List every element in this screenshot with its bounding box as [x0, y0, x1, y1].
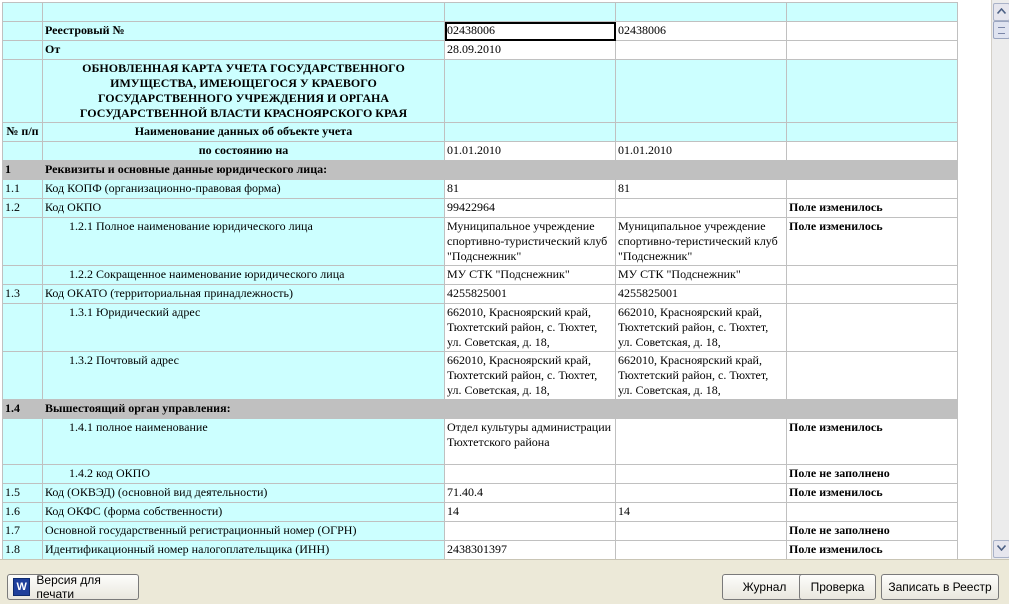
value-previous[interactable]: 662010, Красноярский край, Тюхтетский район, с. Тюхтет, ул. Советская, д. 18, [616, 304, 787, 352]
value-current[interactable]: 71.40.4 [445, 484, 616, 503]
value-previous[interactable]: 662010, Красноярский край, Тюхтетский район, с. Тюхтет, ул. Советская, д. 18, [616, 352, 787, 400]
cell[interactable] [787, 60, 958, 123]
cell[interactable] [445, 123, 616, 142]
cell[interactable] [616, 60, 787, 123]
cell[interactable] [616, 400, 787, 419]
row-label: Идентификационный номер налогоплательщика (ИНН) [43, 541, 445, 560]
word-icon: W [13, 578, 30, 596]
cell[interactable] [787, 142, 958, 161]
from-date-value[interactable]: 28.09.2010 [445, 41, 616, 60]
table-row [3, 465, 958, 484]
status-cell [787, 304, 958, 352]
table-row [3, 266, 958, 285]
row-number: 1.5 [3, 484, 43, 503]
status-cell: Поле изменилось [787, 419, 958, 465]
row-number [3, 465, 43, 484]
row-label: 1.3.1 Юридический адрес [43, 304, 445, 352]
record-card-table [2, 2, 958, 559]
journal-button[interactable] [722, 574, 807, 600]
section-label: Вышестоящий орган управления: [43, 400, 445, 419]
scroll-up-button[interactable] [993, 3, 1009, 21]
row-label: 1.4.2 код ОКПО [43, 465, 445, 484]
table-row [3, 22, 958, 41]
value-previous[interactable]: Муниципальное учреждение спортивно-теристический клуб "Подснежник" [616, 218, 787, 266]
value-previous[interactable]: МУ СТК "Подснежник" [616, 266, 787, 285]
title-row [3, 60, 958, 123]
bottom-toolbar [0, 559, 1009, 604]
vertical-scrollbar[interactable] [991, 0, 1009, 559]
print-version-button[interactable] [7, 574, 139, 600]
status-cell: Поле не заполнено [787, 465, 958, 484]
value-current[interactable] [445, 465, 616, 484]
row-number: 1.7 [3, 522, 43, 541]
cell[interactable] [43, 3, 445, 22]
cell[interactable] [445, 3, 616, 22]
table-row [3, 41, 958, 60]
registry-label: Реестровый № [43, 22, 445, 41]
value-current[interactable]: Муниципальное учреждение спортивно-туристический клуб "Подснежник" [445, 218, 616, 266]
row-label: 1.2.2 Сокращенное наименование юридического лица [43, 266, 445, 285]
as-of-label: по состоянию на [43, 142, 445, 161]
value-current[interactable]: 99422964 [445, 199, 616, 218]
value-current[interactable]: 14 [445, 503, 616, 522]
row-number: 1.2 [3, 199, 43, 218]
value-current[interactable]: МУ СТК "Подснежник" [445, 266, 616, 285]
row-label: 1.2.1 Полное наименование юридического лица [43, 218, 445, 266]
check-button[interactable] [799, 574, 876, 600]
cell[interactable] [787, 161, 958, 180]
header-row [3, 3, 958, 22]
row-label: 1.4.1 полное наименование [43, 419, 445, 465]
table-row [3, 352, 958, 400]
value-previous[interactable]: 81 [616, 180, 787, 199]
status-cell: Поле изменилось [787, 199, 958, 218]
table-row [3, 218, 958, 266]
value-previous[interactable] [616, 465, 787, 484]
cell[interactable] [787, 22, 958, 41]
cell[interactable] [3, 41, 43, 60]
row-number [3, 304, 43, 352]
col-num-header: № п/п [3, 123, 43, 142]
section-number: 1 [3, 161, 43, 180]
status-cell: Поле изменилось [787, 218, 958, 266]
col-name-header: Наименование данных об объекте учета [43, 123, 445, 142]
value-current[interactable] [445, 522, 616, 541]
row-label: Код ОКАТО (территориальная принадлежность) [43, 285, 445, 304]
row-number [3, 419, 43, 465]
status-cell [787, 180, 958, 199]
as-of-date-current[interactable]: 01.01.2010 [445, 142, 616, 161]
status-cell [787, 503, 958, 522]
value-current[interactable]: 662010, Красноярский край, Тюхтетский район, с. Тюхтет, ул. Советская, д. 18, [445, 304, 616, 352]
registry-value-current[interactable]: 02438006 [445, 22, 616, 41]
as-of-date-previous[interactable]: 01.01.2010 [616, 142, 787, 161]
chevron-down-icon [997, 545, 1006, 551]
cell[interactable] [787, 41, 958, 60]
table-row [3, 199, 958, 218]
table-row [3, 522, 958, 541]
row-number [3, 218, 43, 266]
table-row [3, 541, 958, 560]
table-row [3, 304, 958, 352]
table-row [3, 180, 958, 199]
table-row [3, 285, 958, 304]
scrollbar-thumb[interactable] [993, 21, 1009, 39]
value-current[interactable]: 81 [445, 180, 616, 199]
value-current[interactable]: 662010, Красноярский край, Тюхтетский район, с. Тюхтет, ул. Советская, д. 18, [445, 352, 616, 400]
scroll-down-button[interactable] [993, 540, 1009, 558]
table-row [3, 419, 958, 465]
cell[interactable] [616, 161, 787, 180]
row-label: Код ОКПО [43, 199, 445, 218]
row-number: 1.1 [3, 180, 43, 199]
cell[interactable] [3, 142, 43, 161]
cell[interactable] [787, 400, 958, 419]
row-number: 1.8 [3, 541, 43, 560]
status-cell [787, 266, 958, 285]
value-current[interactable]: 4255825001 [445, 285, 616, 304]
cell[interactable] [616, 3, 787, 22]
page-title: ОБНОВЛЕННАЯ КАРТА УЧЕТА ГОСУДАРСТВЕННОГО ИМУЩЕСТВА, ИМЕЮЩЕГОСЯ У КРАЕВОГО ГОСУДАРСТВЕННОГО УЧРЕЖДЕНИЯ И ОРГАНА ГОСУДАРСТВЕННОЙ ВЛАСТИ КРАСНОЯРСКОГО КРАЯ [43, 60, 445, 123]
value-previous[interactable] [616, 419, 787, 465]
save-to-registry-button[interactable] [881, 574, 999, 600]
table-row [3, 484, 958, 503]
status-cell: Поле изменилось [787, 484, 958, 503]
value-previous[interactable] [616, 522, 787, 541]
chevron-up-icon [997, 8, 1006, 14]
row-label: Код КОПФ (организационно-правовая форма) [43, 180, 445, 199]
status-cell: Поле не заполнено [787, 522, 958, 541]
value-current[interactable]: Отдел культуры администрации Тюхтетского района [445, 419, 616, 465]
cell[interactable] [445, 161, 616, 180]
value-previous[interactable] [616, 541, 787, 560]
cell[interactable] [445, 60, 616, 123]
cell[interactable] [787, 123, 958, 142]
cell[interactable] [616, 123, 787, 142]
cell[interactable] [3, 22, 43, 41]
from-label: От [43, 41, 445, 60]
section-row [3, 400, 958, 419]
print-version-label: Версия для печати [36, 573, 101, 601]
value-previous[interactable]: 14 [616, 503, 787, 522]
row-label: Код ОКФС (форма собственности) [43, 503, 445, 522]
row-label: Код (ОКВЭД) (основной вид деятельности) [43, 484, 445, 503]
row-number [3, 266, 43, 285]
row-label: 1.3.2 Почтовый адрес [43, 352, 445, 400]
as-of-row [3, 142, 958, 161]
status-cell [787, 352, 958, 400]
table-row [3, 503, 958, 522]
row-number: 1.3 [3, 285, 43, 304]
row-label: Основной государственный регистрационный номер (ОГРН) [43, 522, 445, 541]
column-header-row [3, 123, 958, 142]
cell[interactable] [445, 400, 616, 419]
section-row [3, 161, 958, 180]
cell[interactable] [3, 60, 43, 123]
section-number: 1.4 [3, 400, 43, 419]
row-number [3, 352, 43, 400]
cell[interactable] [3, 3, 43, 22]
registry-value-previous[interactable]: 02438006 [616, 22, 787, 41]
check-label: Проверка [810, 580, 865, 594]
value-previous[interactable]: 4255825001 [616, 285, 787, 304]
journal-label: Журнал [742, 580, 787, 594]
cell[interactable] [616, 41, 787, 60]
status-cell [787, 285, 958, 304]
value-previous[interactable] [616, 199, 787, 218]
status-cell: Поле изменилось [787, 541, 958, 560]
save-to-registry-label: Записать в Реестр [888, 580, 992, 594]
cell[interactable] [787, 3, 958, 22]
row-number: 1.6 [3, 503, 43, 522]
value-current[interactable]: 2438301397 [445, 541, 616, 560]
section-label: Реквизиты и основные данные юридического лица: [43, 161, 445, 180]
value-previous[interactable] [616, 484, 787, 503]
